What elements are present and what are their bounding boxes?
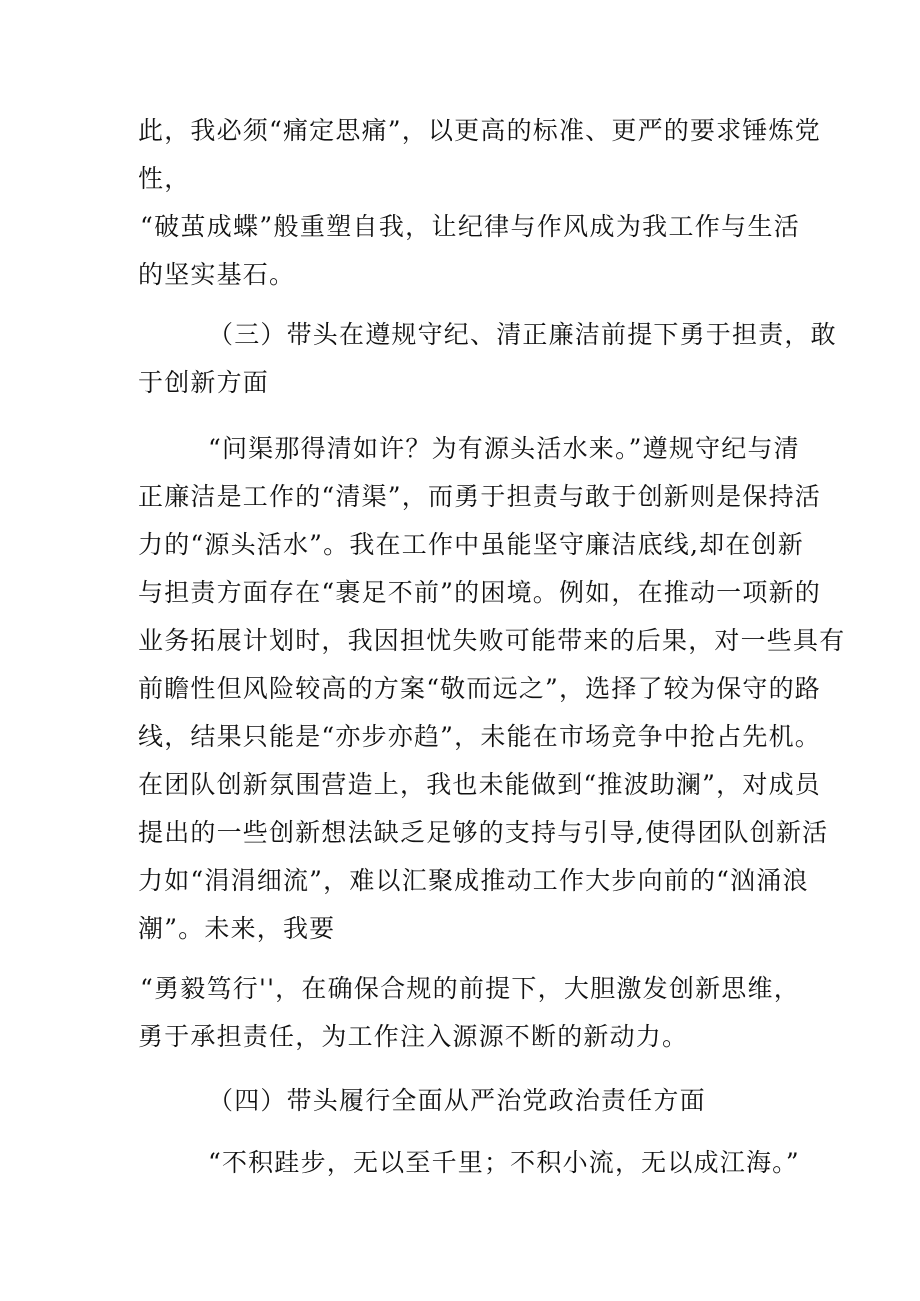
text-line-14: 在团队创新氛围营造上，我也未能做到“推波助澜”，对成员 [138, 770, 821, 799]
text-line-16: 力如“涓涓细流”，难以汇聚成推动工作大步向前的“汹涌浪 [138, 866, 809, 895]
text-line-8: 正廉洁是工作的“清渠”，而勇于担责与敢于创新则是保持活 [138, 482, 821, 511]
text-line-19: 勇于承担责任，为工作注入源源不断的新动力。 [138, 1022, 689, 1051]
text-line-15: 提出的一些创新想法缺乏足够的支持与引导,使得团队创新活 [138, 818, 829, 847]
section-heading-4: （四）带头履行全面从严治党政治责任方面 [208, 1086, 706, 1115]
text-line-21: “不积跬步，无以至千里；不积小流，无以成江海。” [208, 1148, 800, 1177]
text-line-3: “破茧成蝶”般重塑自我，让纪律与作风成为我工作与生活 [140, 212, 800, 241]
text-line-4: 的坚实基石。 [138, 260, 296, 289]
text-line-13: 线，结果只能是“亦步亦趋”，未能在市场竞争中抢占先机。 [138, 722, 821, 751]
section-heading-3-line-2: 于创新方面 [138, 368, 270, 397]
text-line-17: 潮”。未来，我要 [138, 914, 336, 943]
section-heading-3-line-1: （三）带头在遵规守纪、清正廉洁前提下勇于担责，敢 [208, 320, 837, 349]
text-line-1: 此，我必须“痛定思痛”，以更高的标准、更严的要求锤炼党 [138, 116, 821, 145]
text-line-9: 力的“源头活水”。我在工作中虽能坚守廉洁底线,却在创新 [138, 530, 804, 559]
text-line-2: 性， [138, 164, 191, 193]
text-line-10: 与担责方面存在“裹足不前”的困境。例如，在推动一项新的 [138, 578, 821, 607]
text-line-7: “问渠那得清如许？为有源头活水来。”遵规守纪与清 [208, 434, 800, 463]
text-line-18: “勇毅笃行''，在确保合规的前提下，大胆激发创新思维， [140, 974, 800, 1003]
text-line-12: 前瞻性但风险较高的方案“敬而远之”，选择了较为保守的路 [138, 674, 821, 703]
text-line-11: 业务拓展计划时，我因担忧失败可能带来的后果，对一些具有 [138, 626, 846, 655]
